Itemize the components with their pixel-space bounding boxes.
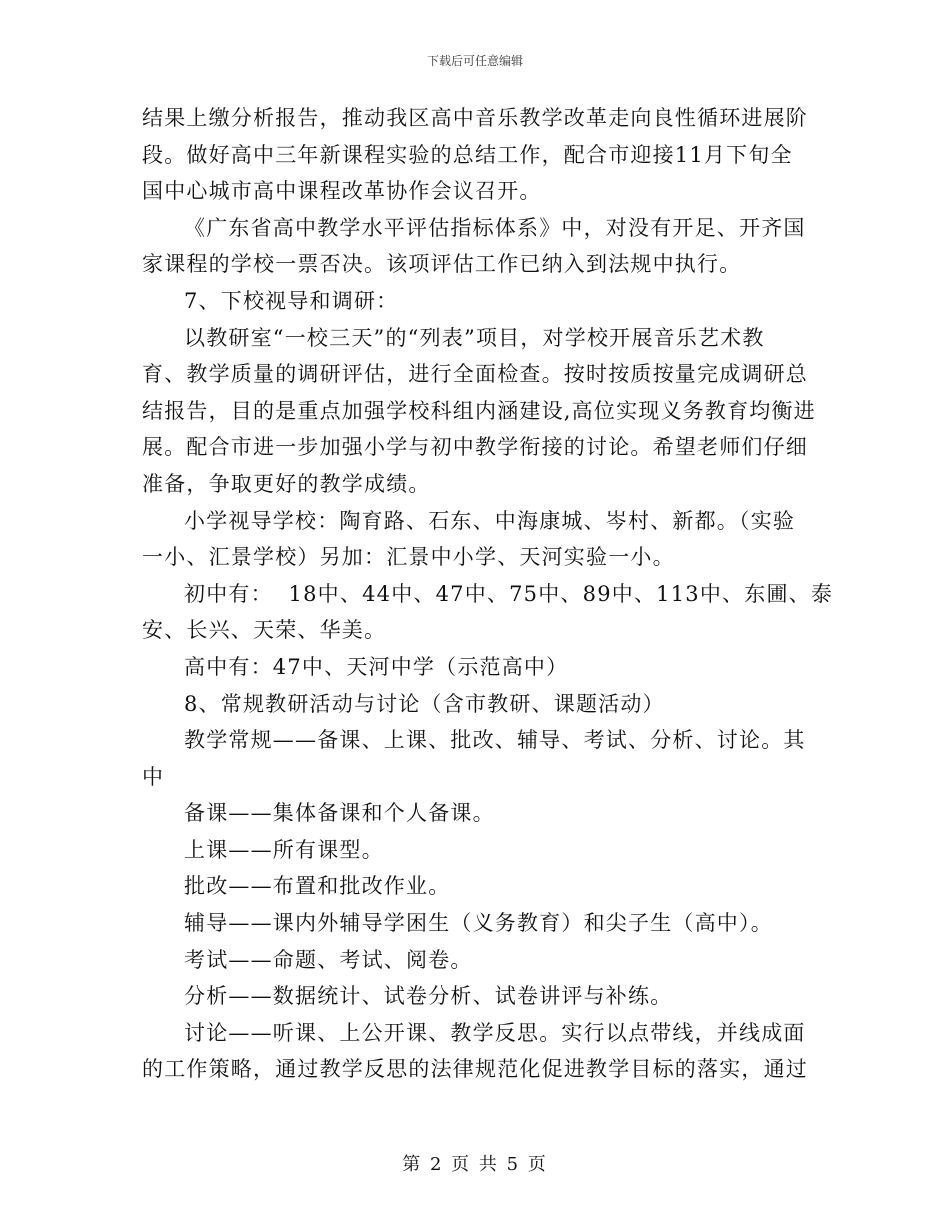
page-header-note: 下载后可任意编辑 (426, 54, 523, 68)
text-line: 安、长兴、天荣、华美。 (142, 618, 387, 643)
paragraph-start-line: 《广东省高中教学水平评估指标体系》中，对没有开足、开齐国 (184, 215, 806, 240)
paragraph-start-line: 初中有： 18中、44中、47中、75中、89中、113中、东圃、泰 (184, 581, 834, 606)
text-line: 育、教学质量的调研评估，进行全面检查。按时按质按量完成调研总 (142, 362, 808, 387)
text-line: 家课程的学校一票否决。该项评估工作已纳入到法规中执行。 (142, 252, 742, 277)
paragraph-start-line: 小学视导学校：陶育路、石东、中海康城、岑村、新都。（实验 (184, 508, 796, 533)
text-line: 国中心城市高中课程改革协作会议召开。 (142, 179, 542, 204)
list-item: 分析——数据统计、试卷分析、试卷讲评与补练。 (184, 984, 673, 1009)
page-number-footer: 第 2 页 共 5 页 (402, 1154, 548, 1175)
list-item: 讨论——听课、上公开课、教学反思。实行以点带线，并线成面 (184, 1020, 806, 1045)
text-line: 展。配合市进一步加强小学与初中教学衔接的讨论。希望老师们仔细 (142, 435, 808, 460)
document-body (142, 100, 834, 1088)
paragraph-start-line: 以教研室“一校三天”的“列表”项目，对学校开展音乐艺术教 (184, 325, 765, 350)
text-line: 段。做好高中三年新课程实验的总结工作，配合市迎接11月下旬全 (142, 142, 793, 167)
text-line: 结报告，目的是重点加强学校科组内涵建设,高位实现义务教育均衡进 (142, 398, 816, 423)
section-heading: 7、下校视导和调研： (184, 288, 399, 313)
list-item: 考试——命题、考试、阅卷。 (184, 947, 473, 972)
paragraph-start-line: 高中有：47中、天河中学（示范高中） (184, 654, 569, 679)
list-item: 上课——所有课型。 (184, 837, 384, 862)
list-item: 批改——布置和批改作业。 (184, 874, 451, 899)
text-line: 一小、汇景学校）另加：汇景中小学、天河实验一小。 (142, 545, 675, 570)
list-item: 辅导——课内外辅导学困生（义务教育）和尖子生（高中）。 (184, 911, 773, 936)
paragraph-start-line: 教学常规——备课、上课、批改、辅导、考试、分析、讨论。其 (184, 728, 806, 753)
text-line: 准备，争取更好的教学成绩。 (142, 471, 431, 496)
text-line: 结果上缴分析报告，推动我区高中音乐教学改革走向良性循环进展阶 (142, 106, 808, 130)
list-item: 备课——集体备课和个人备课。 (184, 801, 495, 826)
section-heading: 8、常规教研活动与讨论（含市教研、课题活动） (184, 691, 665, 716)
text-line: 中 (142, 764, 165, 789)
text-line: 的工作策略，通过教学反思的法律规范化促进教学目标的落实，通过 (142, 1057, 808, 1082)
